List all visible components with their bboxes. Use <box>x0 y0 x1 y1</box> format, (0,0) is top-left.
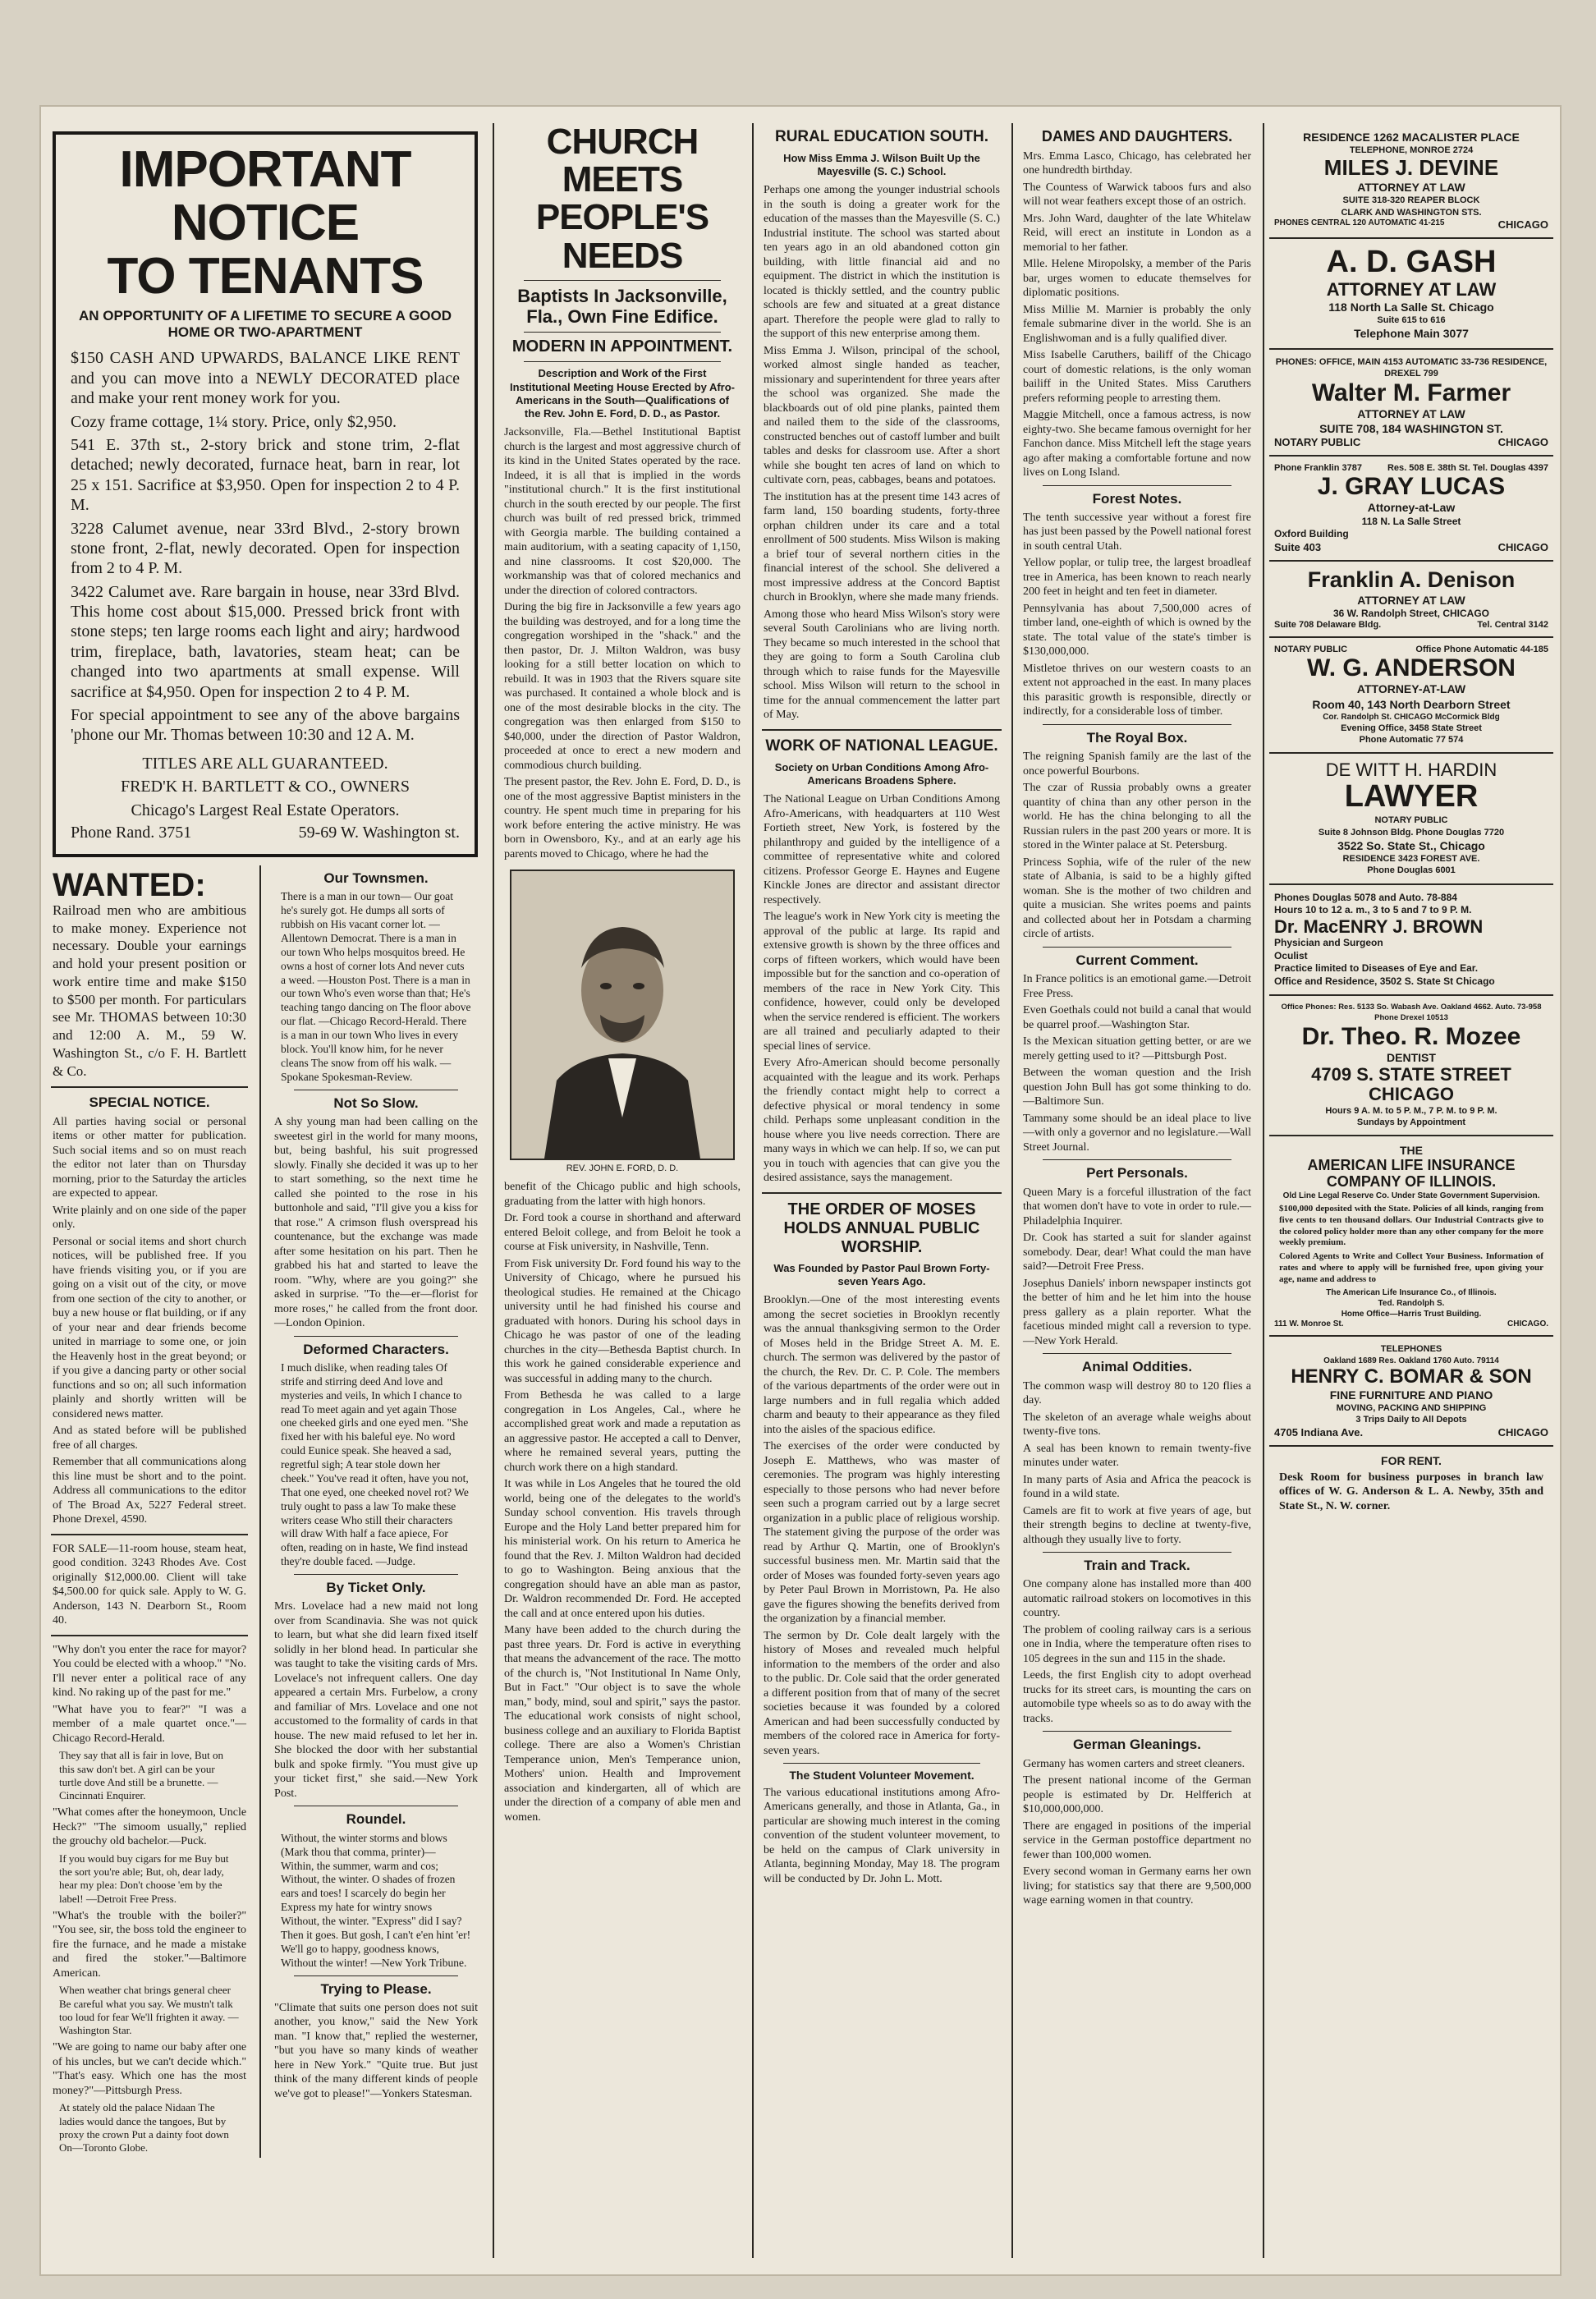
devine-top: RESIDENCE 1262 MACALISTER PLACE <box>1303 131 1520 144</box>
league-deck: Society on Urban Conditions Among Afro-Americans Broadens Sphere. <box>774 760 989 787</box>
royal-p2: The czar of Russia probably owns a greater quantity of china than any other person in the world. He has the china belonging to all the Russian rulers in the past 200 years or more. It is stored in the Winter palace at St. Petersburg. <box>1023 782 1251 852</box>
deformed-verses: I much dislike, when reading tales Of strife and stirring deed And love and mysteries and veils, In which I chance to read To meet again and yet again Those one cheeked girls and one eyed men. "She fixed her with his baleful eye. No word could Eunice speak. She heaved a sad, regretful sigh; A tear stole down her cheek." You've read it often, have you not, That one eyed, one cheeked novel rot? We truly ought to pass a law To make these writers cease Who still their characters will draw With half a face apiece, For often, reading on in haste, We find instead they're double faced. —Judge. <box>281 1361 469 1568</box>
insurance-sub: Old Line Legal Reserve Co. Under State Government Supervision. <box>1282 1191 1540 1201</box>
brown-title2: Oculist <box>1274 949 1308 961</box>
brown-phones: Phones Douglas 5078 and Auto. 78-884 <box>1274 891 1457 903</box>
notice-phone: Phone Rand. 3751 <box>71 823 192 842</box>
special-notice-p3: Personal or social items and short church notices, will be published free. If you have friends visiting you, or if you are going on a visit out of the city, or move from one section of the city to another, or buy a new house or flat building, or if any of your near and dear friends become united in marriage to some one, or join the Heavenly host in the great beyond; or if you give a dancing party or other social functions and so on; all such information plainly and shortly written will be considered news matter. <box>53 1235 247 1420</box>
col1-left <box>48 865 251 2158</box>
train-title: Train and Track. <box>1084 1558 1190 1574</box>
lucas-title: Attorney-at-Law <box>1367 501 1456 515</box>
notice-p3: 541 E. 37th st., 2-story brick and stone trim, 2-flat detached; newly decorated, furnace heat, barn in rear, lot 25 x 151. Sacrifice at $3,950. Open for inspection 2 to 4 P. M. <box>71 435 460 515</box>
ad-brown <box>1269 885 1553 997</box>
bomar-address: 4705 Indiana Ave. <box>1274 1425 1364 1439</box>
rural-p4: Among those who heard Miss Wilson's story were several South Carolinians who are living north. They became so much interested in the school that they are going to form a South Carolina club through which to raise funds for the Mayesville school. Miss Wilson will return to the school in time for the annual commencement the latter part of May. <box>764 608 1000 722</box>
dames-p2: The Countess of Warwick taboos furs and also will not wear feathers except those of an ostrich. <box>1023 181 1251 209</box>
bomar-name: HENRY C. BOMAR & SON <box>1291 1365 1532 1388</box>
current-p3: Is the Mexican situation getting better, or are we merely getting used to it? —Pittsburgh Post. <box>1023 1035 1251 1062</box>
hardin-name: DE WITT H. HARDIN <box>1325 759 1497 781</box>
church-p4: benefit of the Chicago public and high schools, graduating from the latter with high honors. <box>504 1181 741 1208</box>
brown-office: Office and Residence, 3502 S. State St Chicago <box>1274 975 1495 987</box>
devine-title: ATTORNEY AT LAW <box>1357 181 1465 195</box>
ad-lucas <box>1269 457 1553 561</box>
church-p3: The present pastor, the Rev. John E. Ford, D. D., is one of the most aggressive Baptist ministers in the country. He spent much time in preparing for his work before entering the active ministry. He was born in Owensboro, Ky., and at an early age his parents moved to Chicago, where he had the <box>504 776 741 860</box>
insurance-agents: Colored Agents to Write and Collect Your Business. Information of rates and where to apply will be furnished free, upon giving your age, name and address to <box>1279 1251 1543 1284</box>
joke-6: When weather chat brings general cheer Be careful what you say. We mustn't talk too loud for fear We'll frighten it away. —Washington Star. <box>59 1984 239 2037</box>
rural-p1: Perhaps one among the younger industrial schools in the south is doing a greater work for the education of the masses than the Mayesville (S. C.) Industrial institute. The school was started about ten years ago in an old abandoned cotton gin building, with little financial aid and no equipment. The district in which the institution is located is thickly settled, and the country public schools are few and situated at a great distance apart. Therefore the people were glad to rally to the support of this new enterprise among them. <box>764 184 1000 341</box>
notice-title-line1: IMPORTANT NOTICE <box>119 141 411 252</box>
insurance-home: Home Office—Harris Trust Building. <box>1341 1310 1482 1319</box>
joke-5: "What's the trouble with the boiler?" "You see, sir, the boss told the engineer to fire the furnace, and he made a mistake and fired the stoker."—Baltimore American. <box>53 1909 247 1980</box>
farmer-name: Walter M. Farmer <box>1311 379 1511 407</box>
mozee-address: 4709 S. STATE STREET <box>1311 1064 1511 1085</box>
anderson-title: ATTORNEY-AT-LAW <box>1356 682 1466 696</box>
german-p3: There are engaged in positions of the imperial service in the German postoffice department no fewer than 100,000 women. <box>1023 1819 1251 1861</box>
portrait-caption: REV. JOHN E. FORD, D. D. <box>566 1163 679 1174</box>
dames-title: DAMES AND DAUGHTERS. <box>1041 128 1233 145</box>
anderson-name: W. G. ANDERSON <box>1307 654 1516 682</box>
notice-address: 59-69 W. Washington st. <box>298 823 460 842</box>
pert-p2: Dr. Cook has started a suit for slander against somebody. Dear, dear! What could the man have said?—Detroit Free Press. <box>1023 1232 1251 1273</box>
hardin-phone: Phone Douglas 6001 <box>1367 865 1456 876</box>
insurance-the: THE <box>1400 1144 1423 1158</box>
notice-p6: For special appointment to see any of the above bargains 'phone our Mr. Thomas between 10:30 and 12 A. M. <box>71 706 460 745</box>
pert-p3: Josephus Daniels' inborn newspaper instincts got the better of him and he let him into the house press gallery as a plain reporter. What the facetious minded might call a reversion to type. —New York Herald. <box>1023 1277 1251 1347</box>
hardin-suite: Suite 8 Johnson Bldg. Phone Douglas 7720 <box>1318 827 1505 837</box>
joke-2: They say that all is fair in love, But on this saw don't bet. A girl can be your turtle dove And still be a brunette. —Cincinnati Enquirer. <box>59 1749 224 1802</box>
dames-p1: Mrs. Emma Lasco, Chicago, has celebrated her one hundredth birthday. <box>1023 149 1251 177</box>
joke-4: If you would buy cigars for me Buy but the sort you're able; But, oh, dear lady, hear my plea: Don't choose 'em by the label! —Detroit Free Press. <box>59 1852 229 1905</box>
insurance-company: The American Life Insurance Co., of Illinois. <box>1326 1288 1497 1298</box>
townsmen-title: Our Townsmen. <box>323 870 429 886</box>
devine-office2: CLARK AND WASHINGTON STS. <box>1341 207 1482 218</box>
hardin-notary: NOTARY PUBLIC <box>1374 815 1448 826</box>
denison-phone: Tel. Central 3142 <box>1477 620 1548 631</box>
portrait-illustration <box>511 871 733 1159</box>
bomar-phones: Oakland 1689 Res. Oakland 1760 Auto. 79114 <box>1323 1356 1499 1365</box>
lucas-suite: Suite 403 <box>1274 540 1322 553</box>
forest-p3: Pennsylvania has about 7,500,000 acres of timber land, one-eighth of which is owned by the state. The total value of the state's timber is $130,000,000. <box>1023 602 1251 658</box>
portrait-image <box>510 870 735 1160</box>
ad-gash <box>1269 239 1553 350</box>
notice-p4: 3228 Calumet avenue, near 33rd Blvd., 2-story brown stone front, 2-flat, newly decorated. Open for inspection from 2 to 4 P. M. <box>71 519 460 578</box>
notice-firm-sub: Chicago's Largest Real Estate Operators. <box>131 801 400 819</box>
denison-name: Franklin A. Denison <box>1307 567 1516 592</box>
ad-farmer <box>1269 350 1553 457</box>
for-sale-ad: FOR SALE—11-room house, steam heat, good condition. 3243 Rhodes Ave. Cost originally $12,000.00. Client will take $4,500.00 for quick sale. Apply to W. G. Anderson, 143 N. Dearborn St., Room 40. <box>53 1542 247 1627</box>
ad-devine <box>1269 123 1553 239</box>
denison-suite: Suite 708 Delaware Bldg. <box>1274 620 1382 631</box>
column-3 <box>759 123 1005 2258</box>
anderson-corner: Cor. Randolph St. CHICAGO McCormick Bldg <box>1323 712 1500 722</box>
trying-text: "Climate that suits one person does not suit another, you know," said the New York man. "I know that," replied the westerner, "but you have so many kinds of weather here in New York." "Quite true. But just think of the many different kinds of people we've got to please!"—Yonkers Statesman. <box>274 2001 478 2100</box>
trying-title: Trying to Please. <box>320 1980 432 1997</box>
lucas-phone-left: Phone Franklin 3787 <box>1274 463 1362 474</box>
church-deck1: Baptists In Jacksonville, Fla., Own Fine Edifice. <box>517 285 727 328</box>
oddities-p4: In many parts of Asia and Africa the peacock is found in a wild state. <box>1023 1473 1251 1501</box>
bomar-line3: 3 Trips Daily to All Depots <box>1355 1415 1467 1425</box>
wanted-text: Railroad men who are ambitious to make money. Experience not necessary. Double your earnings and hold your present position or work entire time and make $150 to $500 per month. For particulars see Mr. THOMAS between 10:30 and 12:00 A. M., 59 W. Washington St., c/o F. H. Bartlett & Co. <box>53 902 247 1079</box>
forest-title: Forest Notes. <box>1092 490 1182 507</box>
devine-office: SUITE 318-320 REAPER BLOCK <box>1342 195 1480 206</box>
hardin-title: LAWYER <box>1344 779 1479 815</box>
roundel-title: Roundel. <box>346 1811 406 1828</box>
league-p2: The league's work in New York city is meeting the approval of the public at large. Its rapid and extensive growth is shown by the three offices and corps of fifteen workers, which would have been impossible but for the sanction and co-operation of members of the race in New York City. This confidence, however, could only be developed when the service rendered is efficient. The workers are all trained and peculiarly adapted to their special lines of service. <box>764 911 1000 1053</box>
league-p3: Every Afro-American should become personally acquainted with the league and its work. Perhaps the friendly contact might help to correct a defective physical or moral tendency in some child. Perhaps some unpleasant condition in the house where you live needs correction. There are many ways in which we can help. If so, we can put you in touch with agencies that can give you the desired assistance, says the management. <box>764 1057 1000 1185</box>
moses-deck: Was Founded by Pastor Paul Brown Forty-seven Years Ago. <box>773 1261 990 1287</box>
brown-practice: Practice limited to Diseases of Eye and Ear. <box>1274 962 1479 975</box>
column-1 <box>48 123 483 2258</box>
wanted-ad <box>53 866 247 1081</box>
church-p6: From Fisk university Dr. Ford found his way to the University of Chicago, where he pursued his theological studies. He remained at the Chicago university until he had finished his course and graduated with honors. During his school days in Chicago he was pastor of one of the leading churches in the city—Bethesda Baptist church. In this work he gained considerable experience and was successful in adding many to the church. <box>504 1257 741 1385</box>
rural-p2: Miss Emma J. Wilson, principal of the school, worked almost single handed as teacher, missionary and superintendent for three years after the school was organized. She made the blackboards out of old pine planks, painted them and nailed them to the side of the classrooms, constructed benches out of castoff lumber and built tables and desks for classroom use. After a short while she bought ten acres of land on which to cultivate corn, peas, cabbages, beans and potatoes. <box>764 344 1000 487</box>
church-p7: From Bethesda he was called to a large congregation in Los Angeles, Cal., where he accomplished great work and made a reputation as an aggressive pastor. He accepted a call to Denver, where he remained several years, putting the church work there on a high standard. <box>504 1389 741 1474</box>
mozee-hours: Hours 9 A. M. to 5 P. M., 7 P. M. to 9 P. M. <box>1325 1105 1497 1116</box>
newspaper-page <box>41 107 1560 2274</box>
german-p4: Every second woman in Germany earns her own living; for statistics say that there are 9,500,000 wage earning women in that country. <box>1023 1865 1251 1907</box>
bomar-line2: MOVING, PACKING AND SHIPPING <box>1336 1403 1487 1414</box>
current-p1: In France politics is an emotional game.—Detroit Free Press. <box>1023 973 1251 1000</box>
german-p2: The present national income of the German people is estimated by Dr. Helfferich at $10,000,000,000. <box>1023 1774 1251 1816</box>
farmer-city: CHICAGO <box>1497 436 1548 449</box>
mozee-phones: Office Phones: Res. 5133 So. Wabash Ave. Oakland 4662. Auto. 73-958 Phone Drexel 10513 <box>1281 1003 1542 1022</box>
townsmen-verses: There is a man in our town— Our goat he's surely got. He dumps all sorts of rubbish on His vacant corner lot. —Allentown Democrat. There is a man in our town Who helps mosquitos breed. He owns a host of corner lots And never cuts a weed. —Houston Post. There is a man in our town Who's even worse than that; He's teaching tango dancing on The floor above our flat. —Chicago Record-Herald. There is a man in our town Who lives in every block. You'll know him, for he never cleans The snow from off his walk. —Spokane Spokesman-Review. <box>281 890 471 1083</box>
farmer-phones: PHONES: OFFICE, MAIN 4153 AUTOMATIC 33-736 RESIDENCE, DREXEL 799 <box>1275 356 1548 379</box>
church-p9: Many have been added to the church during the past three years. Dr. Ford is active in everything that means the advancement of the race. The motto of the church is, "Not Institutional In Name Only, But in Fact." "Our object is to save the whole man," body, mind, soul and spirit," says the pastor. The educational work consists of night school, business college and an auxiliary to Florida Baptist college. There are also a Women's Christian Temperance union, Men's Temperance union, Mothers' union. Health and Improvement association and kindergarten, all of which are under the direction of a company of able men and women. <box>504 1624 741 1824</box>
special-notice-p2: Write plainly and on one side of the paper only. <box>53 1204 247 1232</box>
special-notice-p4: And as stated before will be published free of all charges. <box>53 1425 247 1452</box>
league-title: WORK OF NATIONAL LEAGUE. <box>765 737 998 755</box>
ad-anderson <box>1269 638 1553 754</box>
column-2 <box>499 123 745 2258</box>
moses-title: THE ORDER OF MOSES HOLDS ANNUAL PUBLIC WORSHIP. <box>783 1200 980 1256</box>
lucas-city: CHICAGO <box>1497 540 1548 553</box>
moses-p1: Brooklyn.—One of the most interesting events among the secret societies in Brooklyn recently was the annual thanksgiving sermon to the Order of Moses held in the Bridge Street A. M. E. church. The sermon was delivered by the pastor of the church, the Rev. Dr. C. P. Cole. The members of the various departments of the order were out in large numbers and in full regalia which added charm and beauty to their appearance as they filed into the aisles of the spacious edifice. <box>764 1294 1000 1436</box>
ad-mozee <box>1269 996 1553 1136</box>
oddities-p1: The common wasp will destroy 80 to 120 flies a day. <box>1023 1379 1251 1407</box>
anderson-address: Room 40, 143 North Dearborn Street <box>1312 697 1511 711</box>
german-title: German Gleanings. <box>1073 1737 1201 1753</box>
roundel-verses: Without, the winter storms and blows (Mark thou that comma, printer)— Within, the summer, warm and cos; Without, the winter. O shades of frozen ears and toes! I scarcely do begin her Express my hate for wintry snows Without, the winter. "Express" did I say? Then it goes. But gosh, I can't e'en hint 'er! We'll go to happy, goodness knows, Without the winter! —New York Tribune. <box>281 1831 471 1969</box>
farmer-notary: NOTARY PUBLIC <box>1274 436 1361 449</box>
ad-bomar <box>1269 1337 1553 1446</box>
col1-right <box>269 865 483 2158</box>
brown-title: Physician and Surgeon <box>1274 937 1383 949</box>
current-p4: Between the woman question and the Irish question John Bull has got some thinking to do.—Baltimore Sun. <box>1023 1067 1251 1108</box>
special-notice-p1: All parties having social or personal items or other matter for publication. Such social items and so on must reach the editor not later than on Thursday morning, prior to the Saturday the articles are expected to appear. <box>53 1115 247 1200</box>
moses-p3: The sermon by Dr. Cole dealt largely with the history of Moses and revealed much helpful information to the members of the order and also to the public. Dr. Cole said that the order generated a different position from that of many of the secret societies because it was founded by a colored American and had been successfully conducted by members of the colored race in America for forty-seven years. <box>764 1629 1000 1757</box>
church-deck2: MODERN IN APPOINTMENT. <box>511 337 733 356</box>
royal-p1: The reigning Spanish family are the last of the once powerful Bourbons. <box>1023 750 1251 778</box>
deformed-title: Deformed Characters. <box>303 1341 449 1357</box>
anderson-phone: Phone Automatic 77 574 <box>1359 735 1464 745</box>
dames-p6: Miss Isabelle Caruthers, bailiff of the Chicago court of domestic relations, is the only woman bailiff in the United States. Miss Caruthers prefers reforming people to arresting them. <box>1023 349 1251 405</box>
mozee-city: CHICAGO <box>1369 1084 1454 1105</box>
devine-phones: PHONES CENTRAL 120 AUTOMATIC 41-215 <box>1274 218 1445 227</box>
student-title: The Student Volunteer Movement. <box>789 1769 975 1783</box>
oddities-p3: A seal has been known to remain twenty-five minutes under water. <box>1023 1442 1251 1470</box>
pert-title: Pert Personals. <box>1086 1165 1188 1182</box>
gash-address: 118 North La Salle St. Chicago <box>1328 300 1494 314</box>
joke-7: "We are going to name our baby after one of his uncles, but we can't decide which." "That's easy. Which one has the most money?"—Pittsburgh Press. <box>53 2041 247 2097</box>
joke-0: "Why don't you enter the race for mayor? You could be elected with a whoop." "No. I'll never enter a political race of any kind. No raking up of the past for me." <box>53 1643 247 1700</box>
bomar-line1: FINE FURNITURE AND PIANO <box>1329 1388 1493 1402</box>
devine-city: CHICAGO <box>1497 218 1548 231</box>
train-p1: One company alone has installed more than 400 automatic railroad stokers on locomotives in this country. <box>1023 1578 1251 1620</box>
wanted-word: WANTED: <box>53 866 206 903</box>
notice-p5: 3422 Calumet ave. Rare bargain in house, near 33rd Blvd. This home cost about $15,000. Pressed brick front with stone steps; ten large rooms each light and airy; hardwood trim, fireplace, bath, lavatories, steam heat; can be changed into two apartments at small expense. Will sacrifice at $4,950. Open for inspection 2 to 4 P. M. <box>71 582 460 701</box>
dames-p5: Miss Millie M. Marnier is probably the only female submarine diver in the world. She is an Englishwoman and is a fully qualified diver. <box>1023 303 1251 345</box>
column-5-ads <box>1269 123 1553 2258</box>
farmer-title: ATTORNEY AT LAW <box>1357 407 1465 421</box>
denison-address: 36 W. Randolph Street, CHICAGO <box>1332 607 1490 619</box>
notice-firm: FRED'K H. BARTLETT & CO., OWNERS <box>120 778 410 796</box>
royal-p3: Princess Sophia, wife of the ruler of the new state of Albania, is said to be a highly gifted woman. She is the mother of two children and quite a musician. She writes poems and paints and collected about her in Potsdam a charming circle of artists. <box>1023 856 1251 941</box>
oddities-p2: The skeleton of an average whale weighs about twenty-five tons. <box>1023 1411 1251 1439</box>
rural-p3: The institution has at the present time 143 acres of farm land, 150 boarding students, forty-three orphan children under its care and a total enrollment of 500 students. Miss Wilson is making a brief tour of several northern cities in the financial interest of the school. She delivered a most impressive address at the Concord Baptist church in Brooklyn, where she made many friends. <box>764 490 1000 604</box>
hardin-address: 3522 So. State St., Chicago <box>1337 838 1485 852</box>
joke-1: "What have you to fear?" "I was a member of a male quartet once."—Chicago Record-Herald. <box>53 1703 247 1745</box>
forest-p1: The tenth successive year without a forest fire has just been passed by the Powell national forest in south central Utah. <box>1023 511 1251 553</box>
bomar-city: CHICAGO <box>1497 1425 1548 1439</box>
lucas-phone-right: Res. 508 E. 38th St. Tel. Douglas 4397 <box>1387 463 1548 474</box>
anderson-office-phone: Office Phone Automatic 44-185 <box>1415 645 1548 655</box>
devine-name: MILES J. DEVINE <box>1323 155 1499 181</box>
rural-deck: How Miss Emma J. Wilson Built Up the Mayesville (S. C.) School. <box>783 151 980 178</box>
dames-p3: Mrs. John Ward, daughter of the late Whitelaw Reid, will erect an institute in London as a memorial to her father. <box>1023 212 1251 254</box>
mozee-title: DENTIST <box>1387 1051 1436 1065</box>
church-p8: It was while in Los Angeles that he toured the old world, being one of the delegates to the world's Sunday school convention. His travels through Europe and the Holy Land better prepared him for his ministerial work. On his return to America he found that the Rev. J. Milton Waldron had decided to go to Washington. Being anxious that the congregation should have an able man as pastor, Dr. Waldron recommended Dr. Ford. He accepted the call and at once entered upon his duties. <box>504 1478 741 1620</box>
anderson-evening: Evening Office, 3458 State Street <box>1341 723 1482 733</box>
not-so-slow-title: Not So Slow. <box>333 1094 419 1111</box>
lucas-building: Oxford Building <box>1274 528 1349 540</box>
german-p1: Germany has women carters and street cleaners. <box>1023 1757 1245 1770</box>
joke-8: At stately old the palace Nidaan The ladies would dance the tangoes, But by proxy the crown Put a dainty foot down On—Toronto Globe. <box>59 2101 229 2154</box>
special-notice-p5: Remember that all communications along this line must be short and to the point. Address all communications to the editor of The Broad Ax, 5227 Federal street. Phone Drexel, 4590. <box>53 1456 247 1526</box>
dames-p4: Mlle. Helene Miropolsky, a member of the Paris bar, urges women to educate themselves for diplomatic positions. <box>1023 258 1251 300</box>
notice-subtitle: AN OPPORTUNITY OF A LIFETIME TO SECURE A GOOD HOME OR TWO-APARTMENT <box>79 308 452 340</box>
notice-p1: $150 CASH AND UPWARDS, BALANCE LIKE RENT and you can move into a NEWLY DECORATED place and make your rent money work for you. <box>71 349 460 408</box>
bomar-telephones: TELEPHONES <box>1380 1344 1442 1355</box>
for-rent-title: FOR RENT. <box>1381 1453 1442 1467</box>
rural-title: RURAL EDUCATION SOUTH. <box>774 128 989 145</box>
devine-top2: TELEPHONE, MONROE 2724 <box>1349 145 1474 156</box>
ad-hardin <box>1269 754 1553 884</box>
royal-title: The Royal Box. <box>1086 729 1188 746</box>
dames-p7: Maggie Mitchell, once a famous actress, is now eighty-two. She became famous overnight for her Fanchon dance. Miss Mitchell left the stage years ago after making a comfortable fortune and now lives on Long Island. <box>1023 409 1251 480</box>
forest-p2: Yellow poplar, or tulip tree, the largest broadleaf tree in America, has been known to reach nearly 200 feet in height and ten feet in diameter. <box>1023 557 1251 599</box>
gash-phone: Telephone Main 3077 <box>1354 327 1469 341</box>
train-p3: Leeds, the first English city to adopt overhead trucks for its street cars, is mounting the cars on automobile type wheels so as to do away with the tracks. <box>1023 1669 1251 1725</box>
notice-ad <box>53 131 478 857</box>
notice-title-line2: TO TENANTS <box>107 248 424 305</box>
ad-denison <box>1269 562 1553 638</box>
league-p1: The National League on Urban Conditions Among Afro-Americans, with headquarters at 110 West Fortieth street, New York, is fostered by the philanthropy and guided by the intelligence of a committee of representative white and colored citizens. Professor George E. Haynes and Eugene Kinckle Jones are director and assistant director respectively. <box>764 793 1000 906</box>
church-title-line1: CHURCH MEETS <box>546 123 699 200</box>
lucas-address: 118 N. La Salle Street <box>1361 515 1461 527</box>
insurance-city: CHICAGO. <box>1507 1319 1548 1329</box>
lucas-name: J. GRAY LUCAS <box>1317 473 1506 501</box>
ticket-text: Mrs. Lovelace had a new maid not long over from Scandinavia. She was not quick to learn, but what she did learn fixed itself solidly in her blond head. In particular she was taught to take the visiting cards of Mrs. Lovelace's not infrequent callers. One day appeared a certain Mrs. Furbelow, a crony and familiar of Mrs. Lovelace and one not accustomed to the formality of cards in that house. The new maid refused to let her in. She blocked the door with her substantial bulk and spoke firmly. "You must give up your ticket first," she said.—New York Post. <box>274 1600 478 1800</box>
column-4 <box>1018 123 1256 2258</box>
mozee-name: Dr. Theo. R. Mozee <box>1301 1023 1521 1051</box>
gash-title: ATTORNEY AT LAW <box>1326 278 1497 300</box>
hardin-residence: RESIDENCE 3423 FOREST AVE. <box>1342 854 1480 865</box>
ad-for-rent <box>1269 1447 1553 1523</box>
special-notice-title: SPECIAL NOTICE. <box>89 1094 210 1111</box>
mozee-sunday: Sundays by Appointment <box>1356 1117 1466 1127</box>
insurance-street: 111 W. Monroe St. <box>1274 1319 1344 1329</box>
pert-p1: Queen Mary is a forceful illustration of the fact that women don't have to vote in order to rule.—Philadelphia Inquirer. <box>1023 1186 1251 1228</box>
train-p2: The problem of cooling railway cars is a serious one in India, where the temperature often rises to 105 degrees in the sun and 115 in the shade. <box>1023 1623 1251 1665</box>
moses-p2: The exercises of the order were conducted by Joseph E. Matthews, who was master of ceremonies. The program was highly interesting especially to those persons who had never before seen such a program carried out by a large secret organization in a public place of religious worship. The statement giving the purpose of the order was read by Arthur Q. Martin, one of Brooklyn's successful business men. Mr. Martin said that the order of Moses was founded forty-seven years ago by Peter Paul Brown in Morristown, Pa. He also gave the figures showing the benefits derived from the organization by a financial member. <box>764 1440 1000 1626</box>
ad-insurance <box>1269 1136 1553 1337</box>
insurance-officer: Ted. Randolph S. <box>1378 1299 1445 1309</box>
anderson-notary: NOTARY PUBLIC <box>1274 645 1348 655</box>
insurance-name: AMERICAN LIFE INSURANCE COMPANY OF ILLINOIS. <box>1307 1157 1516 1191</box>
joke-3: "What comes after the honeymoon, Uncle Heck?" "The simoom usually," replied the grouchy old bachelor.—Puck. <box>53 1806 247 1848</box>
farmer-suite: SUITE 708, 184 WASHINGTON ST. <box>1319 422 1503 436</box>
insurance-text: $100,000 deposited with the State. Policies of all kinds, ranging from five cents to ten thousand dollars. Our Industrial Contracts give to the colored policy holder more than any other company for the more weekly premium. <box>1279 1204 1543 1248</box>
church-p2: During the big fire in Jacksonville a few years ago the building was destroyed, and for a long time the congregation worshiped in the "shack." and the then pastor, Dr. J. Milton Waldron, was busy looking for a still better location on which to rebuild. It was in 1903 that the Rivers square site was purchased. It contained a whole block and is one of the most desirable blocks in the city. The congregation was then enlarged from $150 to $40,000, under the direction of Pastor Waldron, proceeded at once to erect a new modern and commodious church building. <box>504 601 741 772</box>
current-p5: Tammany some should be an ideal place to live—with only a governor and no legislature.—Wall Street Journal. <box>1023 1112 1251 1154</box>
gash-suite: Suite 615 to 616 <box>1377 315 1446 326</box>
forest-p4: Mistletoe thrives on our western coasts to an extent not approached in the east. In many places this parasitic growth is responsible, directly or indirectly, for a considerable loss of timber. <box>1023 662 1251 718</box>
notice-p2: Cozy frame cottage, 1¼ story. Price, only $2,950. <box>71 412 397 431</box>
not-so-slow-text: A shy young man had been calling on the sweetest girl in the world for many moons, but, being bashful, his suit progressed slowly. Finally she decided it was up to her to start something, so the next time he called she pointed to the rose in his buttonhole and said, "I'll give you a kiss for that rose." A crimson flush overspread his countenance, but the exchange was made after some hesitation on his part. Then he grabbed his hat and started to leave the room. "Why, where are you going?" she asked in surprise. "To the—er—florist for more roses," he called from the front door.—London Opinion. <box>274 1116 478 1329</box>
notice-guarantee: TITLES ARE ALL GUARANTEED. <box>142 754 388 773</box>
church-p1: Jacksonville, Fla.—Bethel Institutional Baptist church is the largest and most aggressive church of its kind in the United States operated by the race. Indeed, it is all that is implied in the words "institutional church." It is the first institutional church in the south erected by our people. The first church was built of red pressed brick, trimmed with Georgia marble. The building contained a main auditorium, with a seating capacity of 1,150, and nine classrooms. It cost $20,000. The workmanship was that of colored mechanics and under the direction of colored contractors. <box>504 426 741 597</box>
brown-hours: Hours 10 to 12 a. m., 3 to 5 and 7 to 9 P. M. <box>1274 904 1472 916</box>
for-rent-text: Desk Room for business purposes in branch law offices of W. G. Anderson & L. A. Newby, 35th and State St., N. W. corner. <box>1279 1471 1543 1512</box>
ticket-title: By Ticket Only. <box>326 1580 426 1596</box>
oddities-title: Animal Oddities. <box>1081 1359 1193 1375</box>
church-deck3: Description and Work of the First Institutional Meeting House Erected by Afro-Americans in the South—Qualifications of the Rev. John E. Ford, D. D., as Pastor. <box>510 367 735 420</box>
student-text: The various educational institutions among Afro-Americans generally, and those in Atlanta, Ga., in particular are showing much interest in the coming convention of the student volunteer movement, to be held on the campus of Clark university in Atlanta, beginning Monday, May 18. The program will be conducted by Dr. John L. Mott. <box>764 1786 1000 1885</box>
brown-name: Dr. MacENRY J. BROWN <box>1274 915 1484 937</box>
current-title: Current Comment. <box>1075 952 1199 968</box>
church-title-line2: PEOPLE'S NEEDS <box>535 197 709 276</box>
current-p2: Even Goethals could not build a canal that would be quarrel proof.—Washington Star. <box>1023 1004 1251 1031</box>
church-p5: Dr. Ford took a course in shorthand and afterward entered Beloit college, and from Beloit he took a course at Fisk university, in Nashville, Tenn. <box>504 1212 741 1254</box>
oddities-p5: Camels are fit to work at five years of age, but their strength begins to decline at twenty-five, although they usually live to forty. <box>1023 1504 1251 1546</box>
gash-name: A. D. GASH <box>1326 244 1497 279</box>
denison-title: ATTORNEY AT LAW <box>1357 593 1465 607</box>
